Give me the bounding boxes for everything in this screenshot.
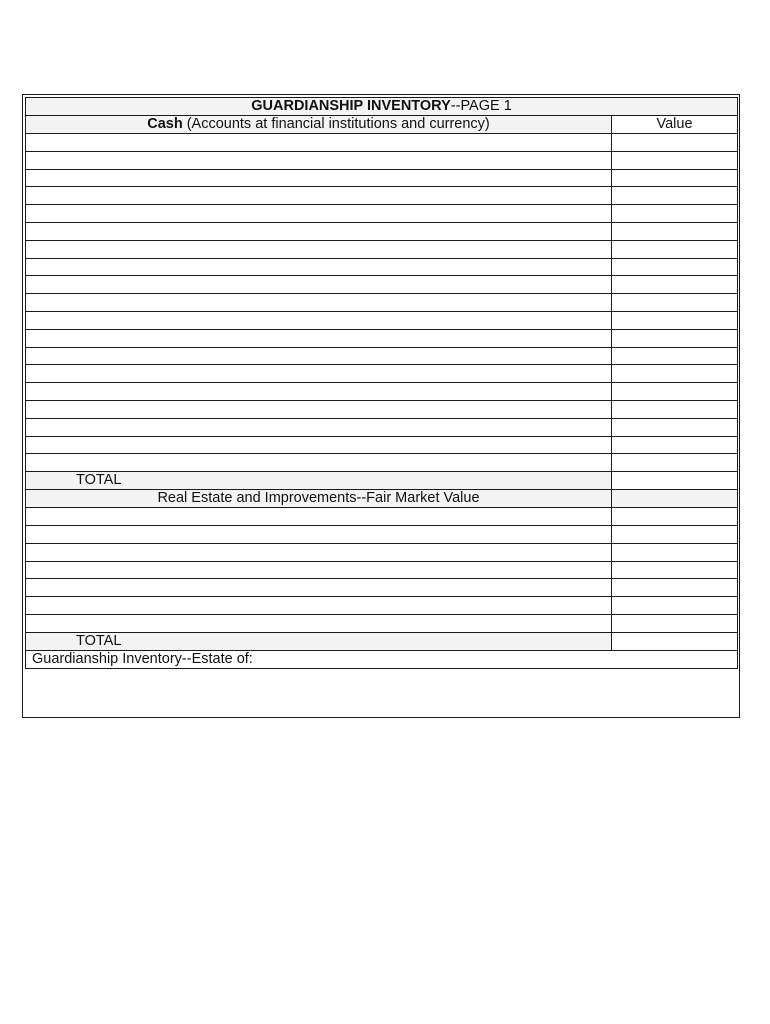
cash-description-input[interactable] xyxy=(32,259,605,275)
cash-value-input[interactable] xyxy=(618,348,731,364)
cash-value-input[interactable] xyxy=(618,152,731,168)
real-estate-value-cell[interactable] xyxy=(612,579,738,597)
real-estate-description-input[interactable] xyxy=(32,562,605,578)
cash-total-value-input[interactable] xyxy=(618,473,731,489)
cash-description-cell[interactable] xyxy=(26,134,612,152)
cash-description-input[interactable] xyxy=(32,384,605,400)
cash-description-cell[interactable] xyxy=(26,205,612,223)
cash-value-input[interactable] xyxy=(618,277,731,293)
cash-description-cell[interactable] xyxy=(26,151,612,169)
cash-description-input[interactable] xyxy=(32,241,605,257)
cash-total-row xyxy=(26,472,738,490)
cash-value-cell[interactable] xyxy=(612,151,738,169)
cash-value-input[interactable] xyxy=(618,295,731,311)
real-estate-entry-row xyxy=(26,579,738,597)
cash-value-input[interactable] xyxy=(618,455,731,471)
cash-value-input[interactable] xyxy=(618,401,731,417)
cash-value-cell[interactable] xyxy=(612,383,738,401)
real-estate-value-cell[interactable] xyxy=(612,543,738,561)
cash-value-cell[interactable] xyxy=(612,276,738,294)
real-estate-description-cell[interactable] xyxy=(26,561,612,579)
value-heading: Value xyxy=(612,116,738,134)
real-estate-value-heading xyxy=(612,490,738,508)
real-estate-description-cell[interactable] xyxy=(26,508,612,526)
cash-description-input[interactable] xyxy=(32,437,605,453)
cash-value-cell[interactable] xyxy=(612,454,738,472)
cash-entry-row xyxy=(26,400,738,418)
real-estate-description-input[interactable] xyxy=(32,526,605,542)
real-estate-value-cell[interactable] xyxy=(612,597,738,615)
real-estate-entry-row xyxy=(26,597,738,615)
cash-value-cell[interactable] xyxy=(612,418,738,436)
cash-entry-row xyxy=(26,205,738,223)
real-estate-value-input[interactable] xyxy=(618,509,731,525)
cash-description-input[interactable] xyxy=(32,223,605,239)
estate-of-field xyxy=(26,650,738,668)
cash-description-input[interactable] xyxy=(32,134,605,150)
cash-description-cell[interactable] xyxy=(26,258,612,276)
cash-total-label: TOTAL xyxy=(26,472,612,490)
form-title xyxy=(26,98,738,116)
cash-value-cell[interactable] xyxy=(612,169,738,187)
cash-value-input[interactable] xyxy=(618,437,731,453)
cash-entry-row xyxy=(26,418,738,436)
cash-description-input[interactable] xyxy=(32,277,605,293)
real-estate-value-input[interactable] xyxy=(618,544,731,560)
cash-value-cell[interactable] xyxy=(612,347,738,365)
real-estate-total-value-input[interactable] xyxy=(618,633,731,649)
cash-entry-row xyxy=(26,383,738,401)
cash-description-input[interactable] xyxy=(32,330,605,346)
cash-entry-row xyxy=(26,134,738,152)
cash-entry-row xyxy=(26,347,738,365)
real-estate-value-cell[interactable] xyxy=(612,561,738,579)
real-estate-description-input[interactable] xyxy=(32,615,605,631)
cash-entry-row xyxy=(26,169,738,187)
cash-description-input[interactable] xyxy=(32,419,605,435)
cash-description-cell[interactable] xyxy=(26,383,612,401)
cash-description-cell[interactable] xyxy=(26,436,612,454)
real-estate-value-cell[interactable] xyxy=(612,525,738,543)
cash-value-input[interactable] xyxy=(618,206,731,222)
real-estate-description-input[interactable] xyxy=(32,509,605,525)
real-estate-description-input[interactable] xyxy=(32,580,605,596)
cash-value-cell[interactable] xyxy=(612,294,738,312)
cash-entry-row xyxy=(26,365,738,383)
real-estate-value-input[interactable] xyxy=(618,526,731,542)
cash-heading xyxy=(26,116,612,134)
cash-description-cell[interactable] xyxy=(26,311,612,329)
cash-value-cell[interactable] xyxy=(612,311,738,329)
cash-value-input[interactable] xyxy=(618,330,731,346)
real-estate-description-cell[interactable] xyxy=(26,579,612,597)
cash-value-cell[interactable] xyxy=(612,222,738,240)
cash-entry-row xyxy=(26,436,738,454)
real-estate-entry-row xyxy=(26,561,738,579)
cash-value-cell[interactable] xyxy=(612,436,738,454)
cash-description-input[interactable] xyxy=(32,401,605,417)
cash-value-input[interactable] xyxy=(618,366,731,382)
guardianship-inventory-table xyxy=(25,97,738,669)
cash-description-cell[interactable] xyxy=(26,365,612,383)
real-estate-header-row xyxy=(26,490,738,508)
cash-description-cell[interactable] xyxy=(26,418,612,436)
title-row xyxy=(26,98,738,116)
real-estate-total-label: TOTAL xyxy=(26,632,612,650)
real-estate-heading: Real Estate and Improvements--Fair Market Value xyxy=(26,490,612,508)
cash-entry-row xyxy=(26,258,738,276)
real-estate-entry-row xyxy=(26,508,738,526)
cash-description-input[interactable] xyxy=(32,206,605,222)
cash-value-input[interactable] xyxy=(618,134,731,150)
cash-description-cell[interactable] xyxy=(26,454,612,472)
cash-heading-description: (Accounts at financial institutions and currency) xyxy=(182,116,490,132)
cash-description-input[interactable] xyxy=(32,312,605,328)
real-estate-entry-row xyxy=(26,614,738,632)
cash-value-cell[interactable] xyxy=(612,365,738,383)
cash-value-input[interactable] xyxy=(618,259,731,275)
cash-value-cell[interactable] xyxy=(612,329,738,347)
real-estate-total-row xyxy=(26,632,738,650)
real-estate-entry-row xyxy=(26,525,738,543)
cash-description-cell[interactable] xyxy=(26,400,612,418)
cash-entry-row xyxy=(26,329,738,347)
cash-description-cell[interactable] xyxy=(26,169,612,187)
real-estate-description-cell[interactable] xyxy=(26,543,612,561)
cash-description-input[interactable] xyxy=(32,366,605,382)
cash-entry-row xyxy=(26,240,738,258)
cash-entry-row xyxy=(26,276,738,294)
cash-description-cell[interactable] xyxy=(26,222,612,240)
real-estate-description-cell[interactable] xyxy=(26,597,612,615)
cash-value-input[interactable] xyxy=(618,419,731,435)
cash-description-input[interactable] xyxy=(32,188,605,204)
cash-value-input[interactable] xyxy=(618,223,731,239)
real-estate-value-cell[interactable] xyxy=(612,508,738,526)
cash-value-cell[interactable] xyxy=(612,240,738,258)
real-estate-value-input[interactable] xyxy=(618,615,731,631)
cash-value-input[interactable] xyxy=(618,312,731,328)
cash-description-cell[interactable] xyxy=(26,294,612,312)
cash-description-input[interactable] xyxy=(32,348,605,364)
cash-value-input[interactable] xyxy=(618,241,731,257)
real-estate-description-input[interactable] xyxy=(32,544,605,560)
cash-description-input[interactable] xyxy=(32,152,605,168)
cash-value-input[interactable] xyxy=(618,188,731,204)
cash-total-value[interactable] xyxy=(612,472,738,490)
real-estate-value-input[interactable] xyxy=(618,598,731,614)
cash-value-cell[interactable] xyxy=(612,258,738,276)
cash-heading-bold: Cash xyxy=(147,116,183,132)
real-estate-total-value[interactable] xyxy=(612,632,738,650)
cash-value-input[interactable] xyxy=(618,384,731,400)
cash-description-cell[interactable] xyxy=(26,187,612,205)
cash-description-cell[interactable] xyxy=(26,276,612,294)
cash-entry-row xyxy=(26,311,738,329)
cash-description-input[interactable] xyxy=(32,170,605,186)
form-title-bold: GUARDIANSHIP INVENTORY xyxy=(251,98,451,114)
real-estate-description-input[interactable] xyxy=(32,598,605,614)
cash-entry-row xyxy=(26,222,738,240)
real-estate-description-cell[interactable] xyxy=(26,614,612,632)
real-estate-description-cell[interactable] xyxy=(26,525,612,543)
cash-description-cell[interactable] xyxy=(26,347,612,365)
cash-description-cell[interactable] xyxy=(26,240,612,258)
form-title-page: --PAGE 1 xyxy=(450,98,512,114)
cash-header-row xyxy=(26,116,738,134)
real-estate-value-input[interactable] xyxy=(618,580,731,596)
cash-entry-row xyxy=(26,454,738,472)
cash-value-cell[interactable] xyxy=(612,187,738,205)
cash-description-cell[interactable] xyxy=(26,329,612,347)
cash-value-input[interactable] xyxy=(618,170,731,186)
real-estate-value-cell[interactable] xyxy=(612,614,738,632)
cash-value-cell[interactable] xyxy=(612,400,738,418)
estate-of-label: Guardianship Inventory--Estate of: xyxy=(32,650,253,667)
cash-description-input[interactable] xyxy=(32,455,605,471)
footer-row xyxy=(26,650,738,668)
cash-value-cell[interactable] xyxy=(612,134,738,152)
cash-entry-row xyxy=(26,294,738,312)
real-estate-value-input[interactable] xyxy=(618,562,731,578)
real-estate-entry-row xyxy=(26,543,738,561)
cash-entry-row xyxy=(26,187,738,205)
cash-value-cell[interactable] xyxy=(612,205,738,223)
cash-description-input[interactable] xyxy=(32,295,605,311)
cash-entry-row xyxy=(26,151,738,169)
